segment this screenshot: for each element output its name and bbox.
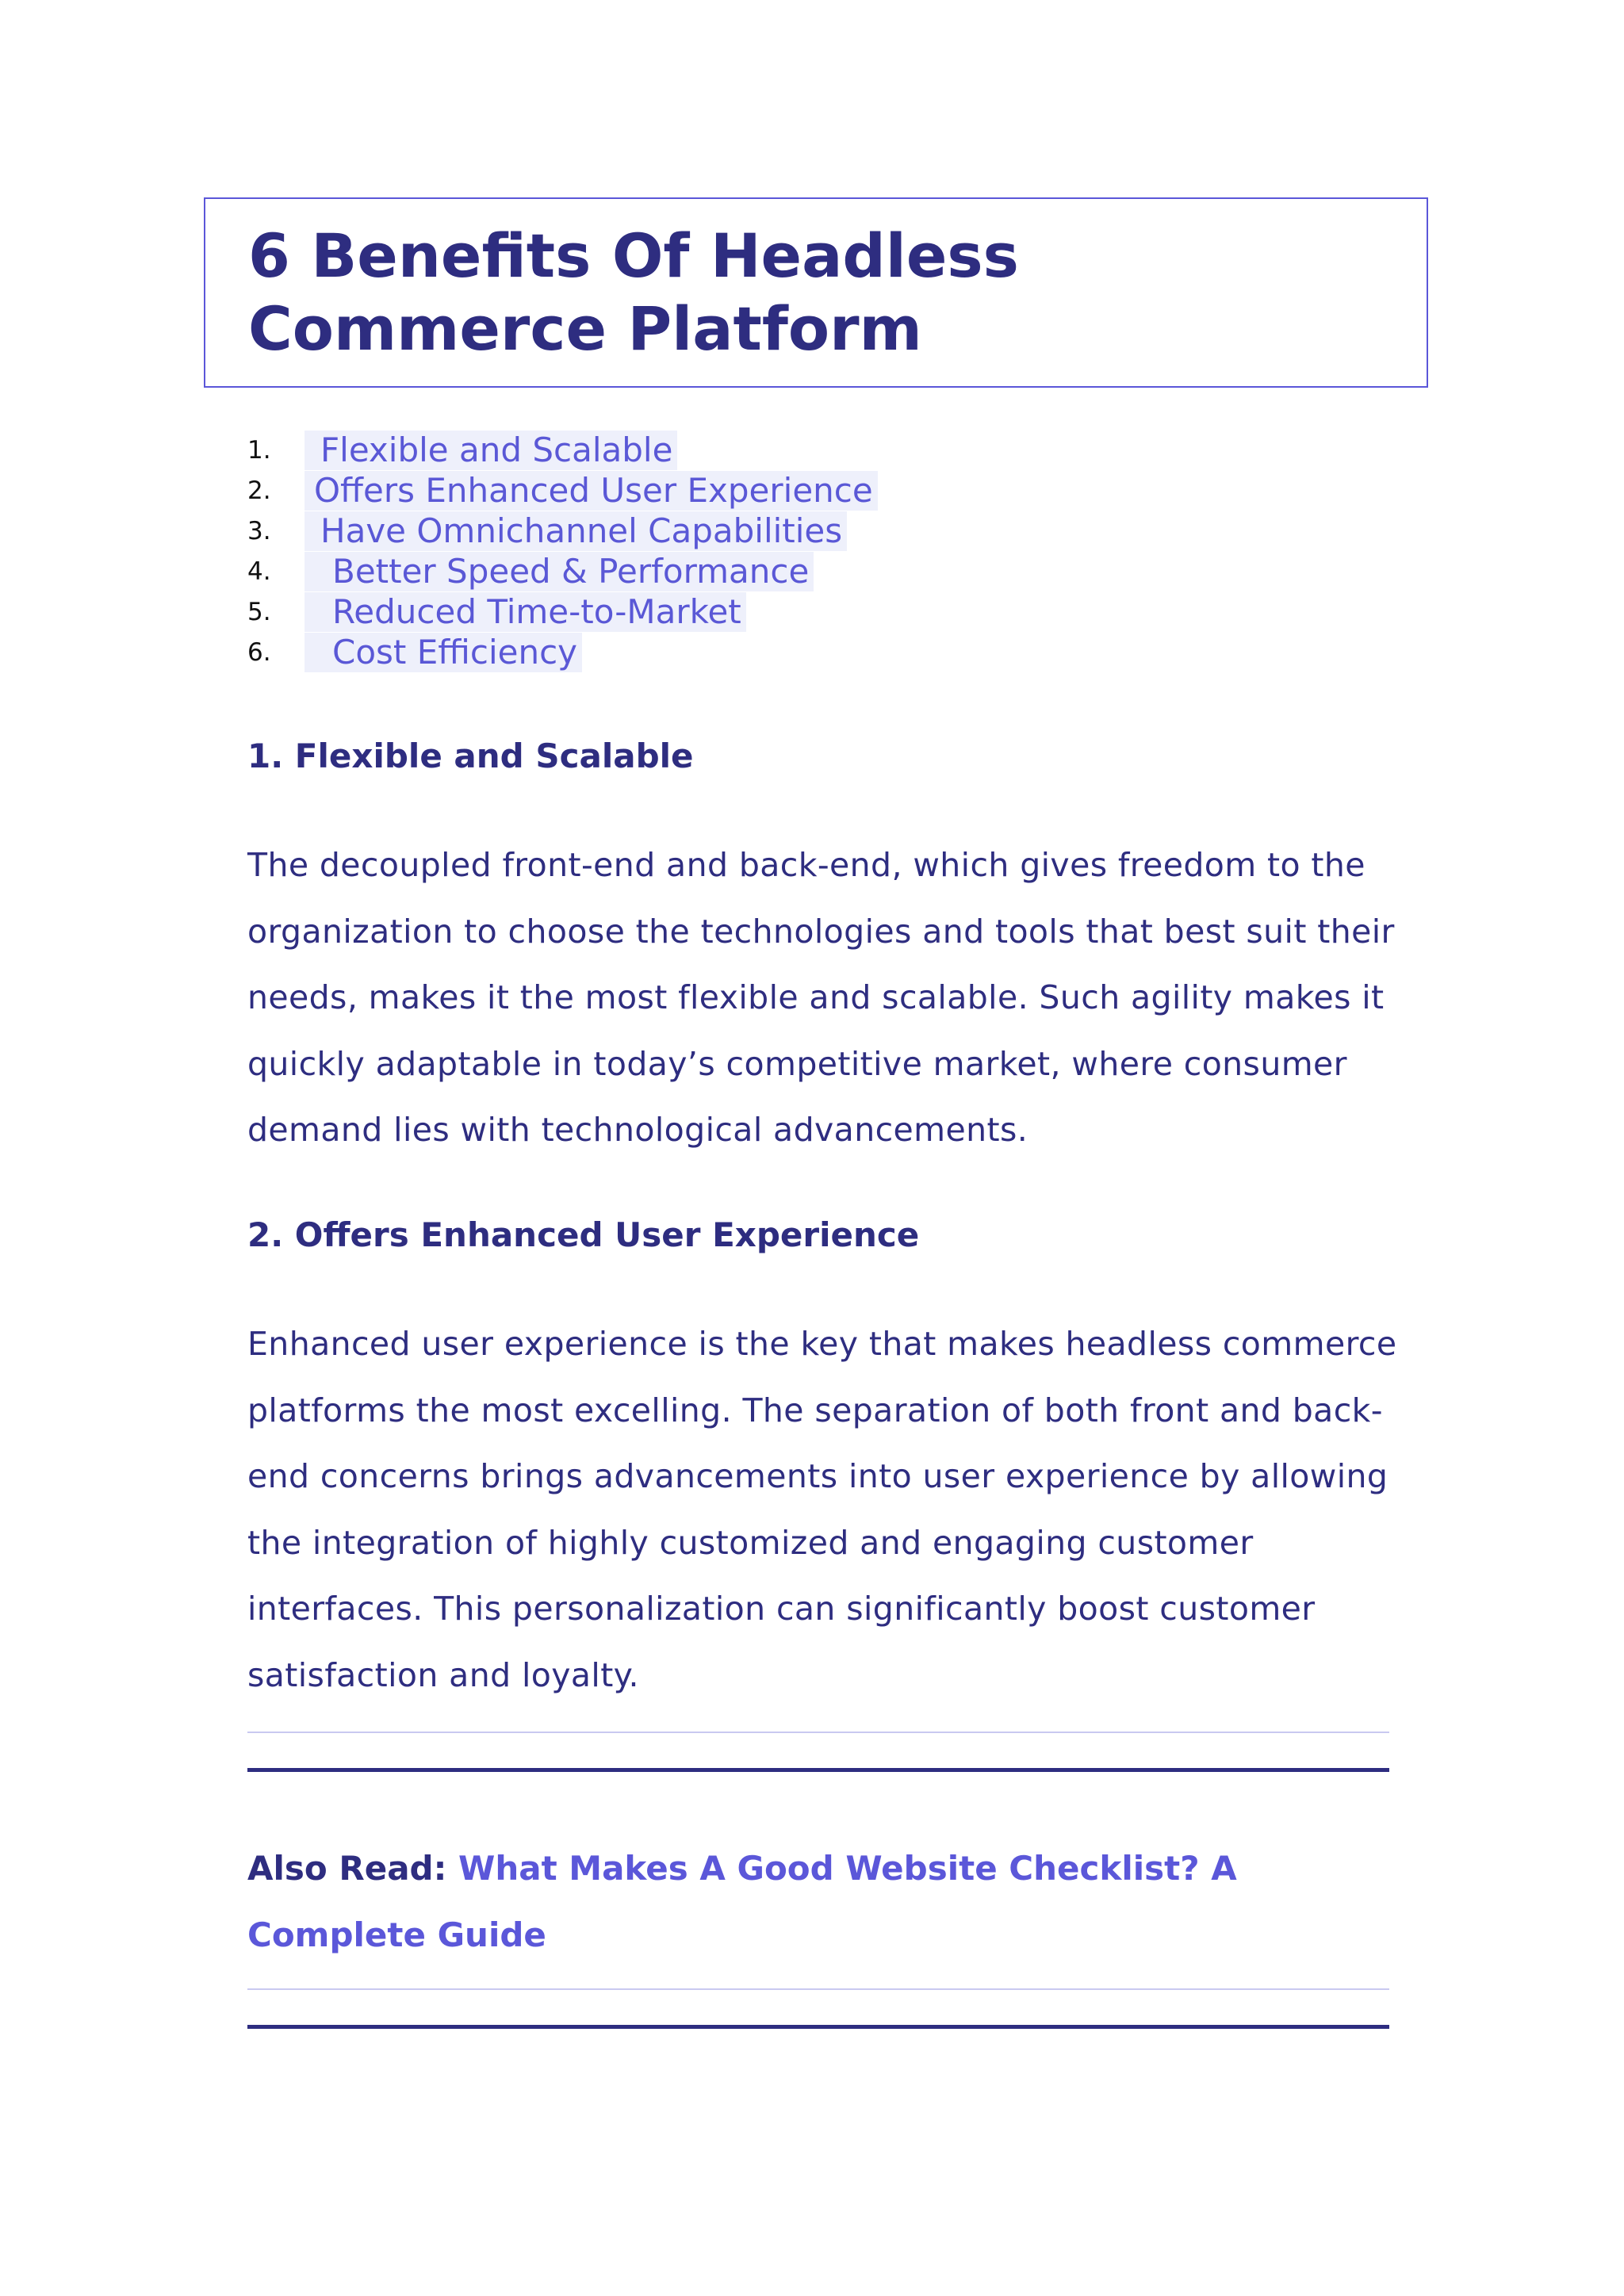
section-heading-flexible-scalable: 1. Flexible and Scalable	[247, 737, 694, 775]
divider-thick	[247, 1768, 1389, 1772]
toc-number: 3.	[247, 516, 271, 545]
toc-item	[247, 511, 961, 551]
toc-link-enhanced-user-experience[interactable]: Offers Enhanced User Experience	[304, 471, 878, 511]
divider-thin	[247, 1732, 1389, 1733]
also-read-label: Also Read:	[247, 1849, 447, 1888]
table-of-contents	[247, 430, 961, 672]
toc-number: 6.	[247, 637, 271, 667]
divider-thick	[247, 2025, 1389, 2029]
toc-number: 1.	[247, 435, 271, 465]
toc-link-flexible-scalable[interactable]: Flexible and Scalable	[304, 430, 677, 470]
section-body-enhanced-user-experience: Enhanced user experience is the key that makes headless commerce platforms the most excelling. The separation of both front and back-end concerns brings advancements into user experience by allowing the integration of highly customized and engaging customer interfaces. This personalization can significantly boost customer satisfaction and loyalty.	[247, 1325, 1397, 1694]
toc-number: 4.	[247, 557, 271, 586]
also-read-block	[247, 1835, 1389, 1969]
also-read-link[interactable]: What Makes A Good Website Checklist? A Complete Guide	[247, 1849, 1237, 1954]
page-title-line-1: 6 Benefits Of Headless	[248, 220, 1019, 291]
toc-link-cost-efficiency[interactable]: Cost Efficiency	[304, 633, 582, 672]
toc-item	[247, 470, 961, 511]
toc-link-time-to-market[interactable]: Reduced Time-to-Market	[304, 592, 746, 632]
section-heading-enhanced-user-experience: 2. Offers Enhanced User Experience	[247, 1215, 920, 1254]
title-box	[204, 197, 1428, 388]
toc-item	[247, 632, 961, 672]
page-title-line-2: Commerce Platform	[248, 293, 922, 364]
toc-item	[247, 430, 961, 470]
toc-item	[247, 591, 961, 632]
toc-item	[247, 551, 961, 591]
divider-thin	[247, 1988, 1389, 1990]
toc-number: 5.	[247, 597, 271, 626]
toc-number: 2.	[247, 476, 271, 505]
toc-link-omnichannel[interactable]: Have Omnichannel Capabilities	[304, 511, 847, 551]
section-body-flexible-scalable: The decoupled front-end and back-end, which gives freedom to the organization to choose the technologies and tools that best suit their needs, makes it the most flexible and scalable. Such agility makes it quickly adaptable in today’s competitive market, where consumer demand lies with technological advancements.	[247, 846, 1395, 1149]
toc-link-speed-performance[interactable]: Better Speed & Performance	[304, 552, 814, 591]
page-title	[248, 220, 1019, 365]
